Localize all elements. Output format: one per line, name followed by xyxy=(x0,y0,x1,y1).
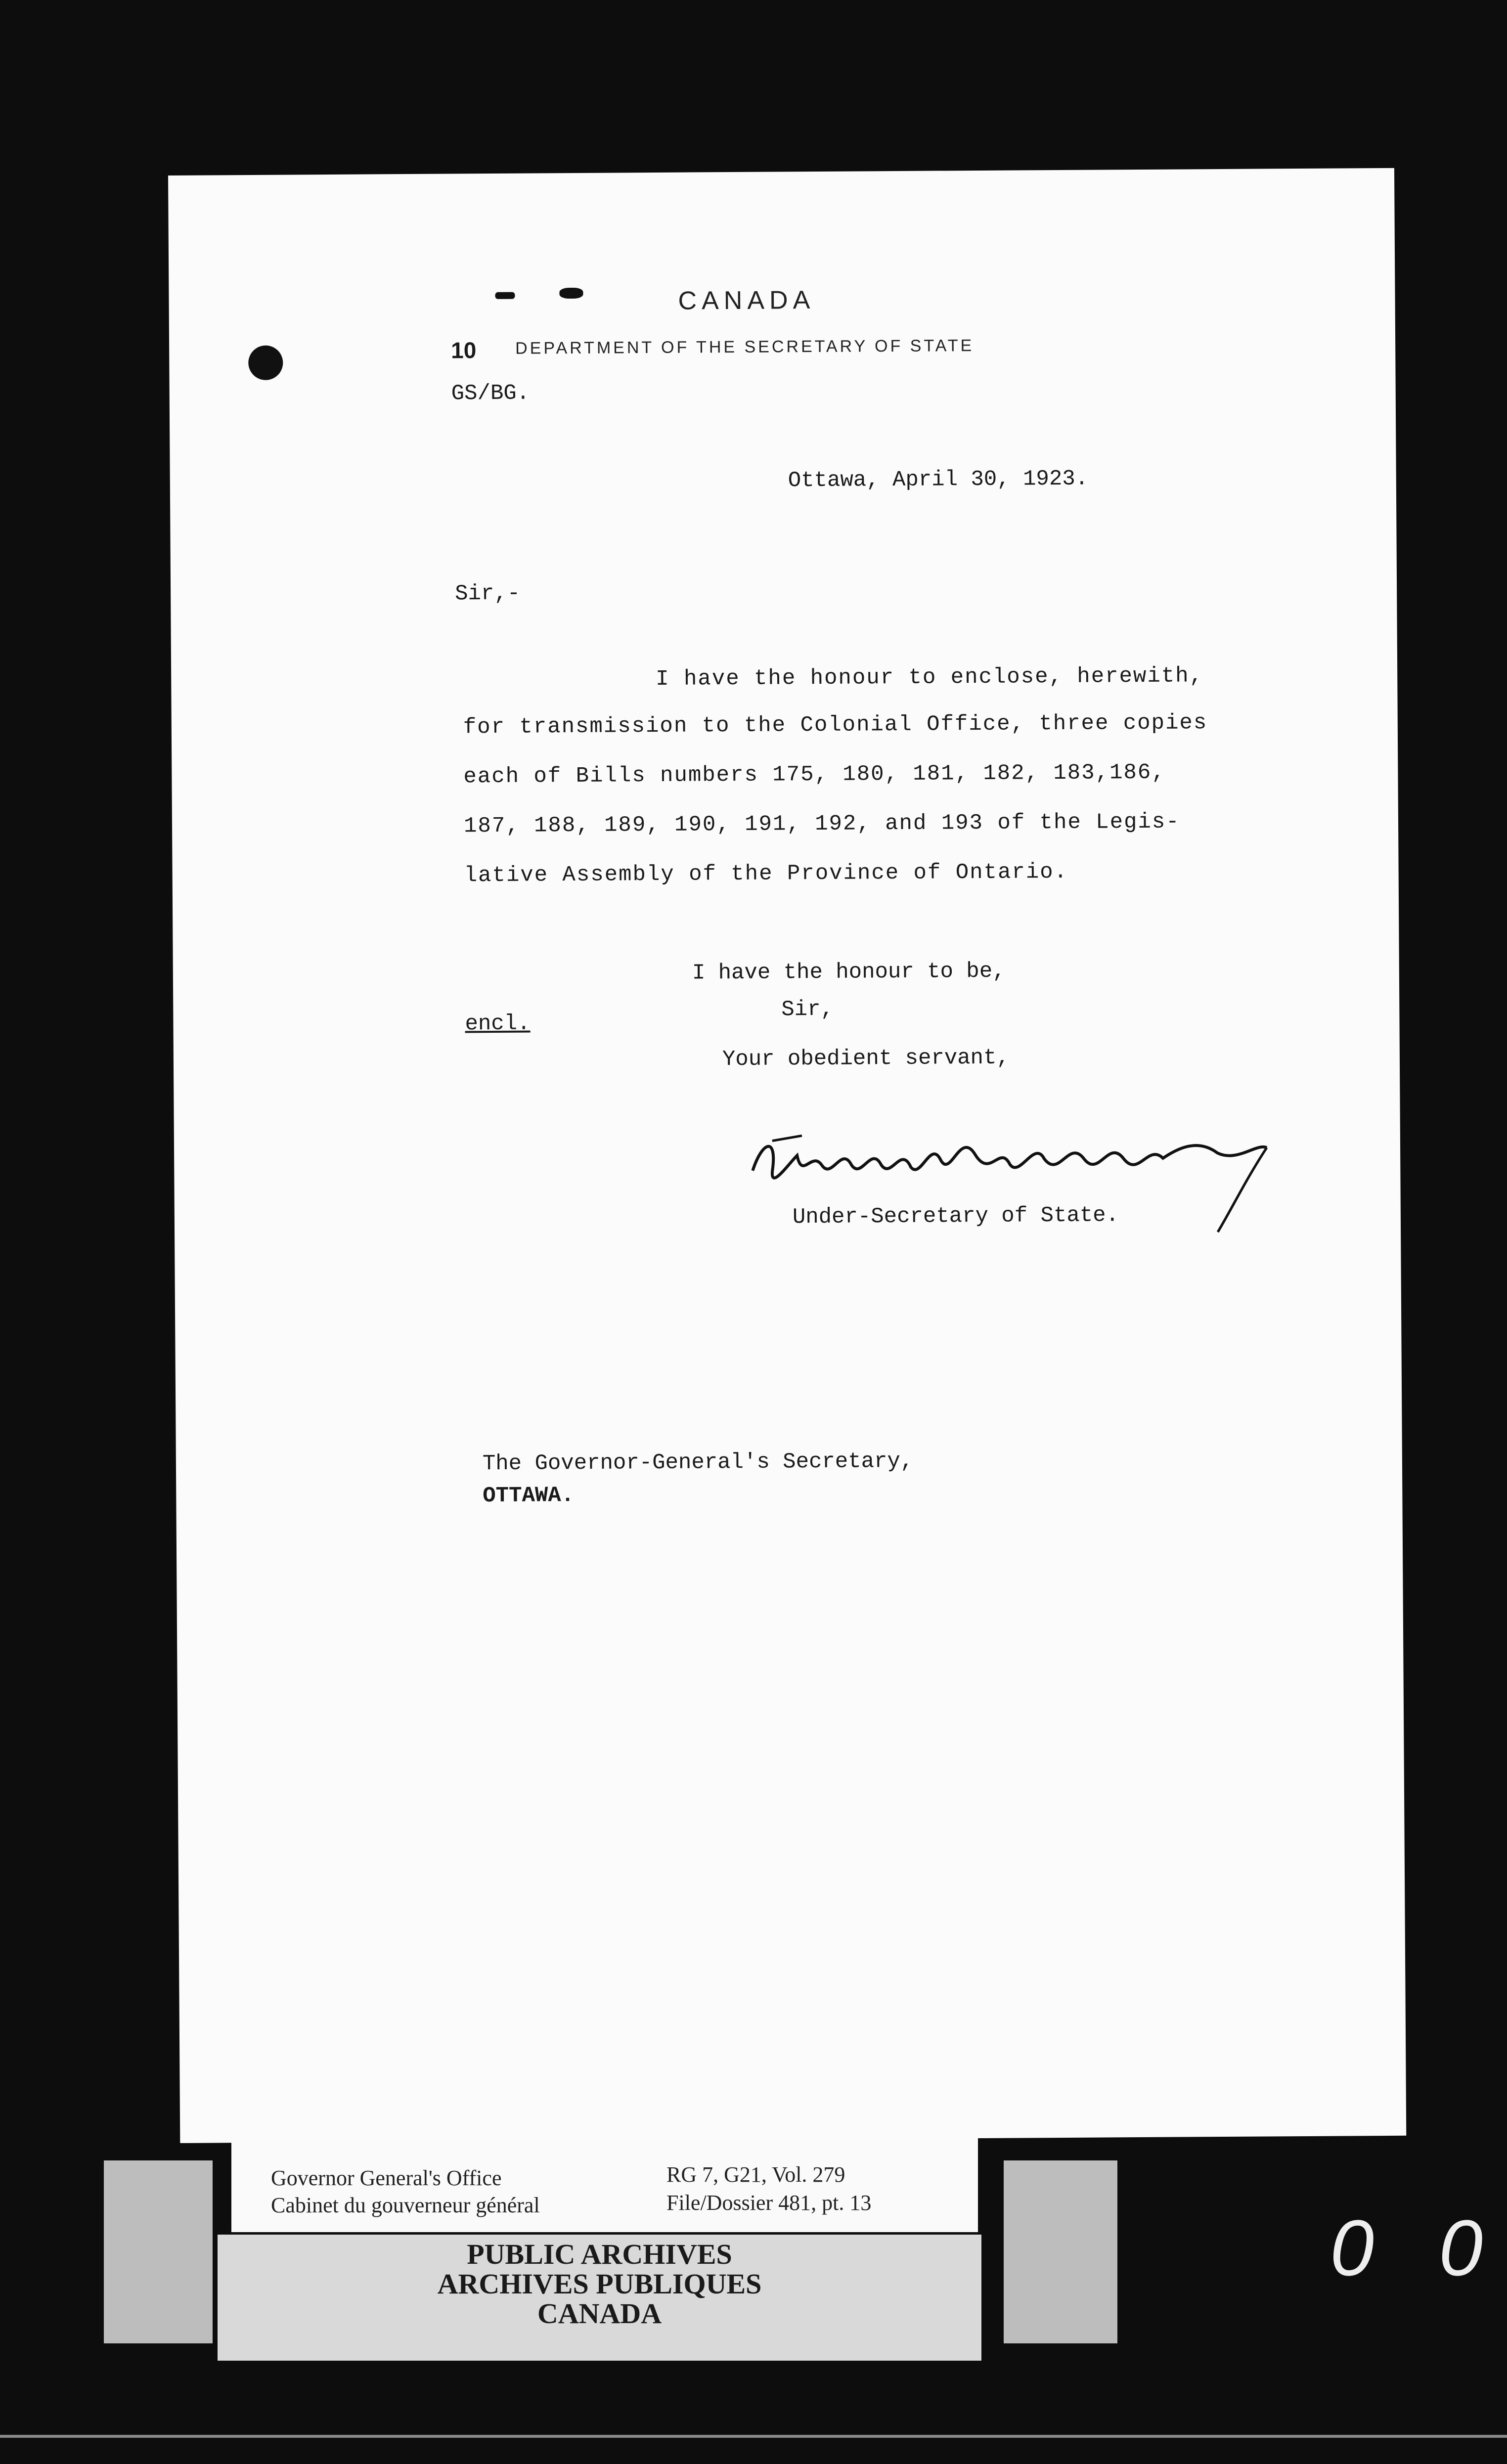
label-reference: RG 7, G21, Vol. 279 xyxy=(666,2162,845,2187)
frame-number-2: 0 xyxy=(1439,2203,1483,2292)
public-archives-stamp xyxy=(218,2235,981,2361)
addressee-city: OTTAWA. xyxy=(483,1483,575,1509)
body-line-2: for transmission to the Colonial Office, three copies xyxy=(463,710,1208,740)
enclosure-note: encl. xyxy=(465,1011,531,1037)
frame-number-1: 0 xyxy=(1330,2203,1374,2292)
archives-en: PUBLIC ARCHIVES xyxy=(467,2238,732,2270)
film-strip-left xyxy=(104,2160,213,2343)
archives-country: CANADA xyxy=(537,2297,662,2330)
label-office-en: Governor General's Office xyxy=(271,2166,502,2190)
closing-servant: Your obedient servant, xyxy=(722,1045,1010,1072)
body-line-3: each of Bills numbers 175, 180, 181, 182, 183,186, xyxy=(463,760,1166,790)
body-line-4: 187, 188, 189, 190, 191, 192, and 193 of the Legis- xyxy=(463,809,1180,839)
body-line-1: I have the honour to enclose, herewith, xyxy=(656,663,1204,692)
addressee-name: The Governor-General's Secretary, xyxy=(482,1449,914,1477)
document-number: 10 xyxy=(451,337,477,363)
archive-file-label xyxy=(231,2138,978,2232)
label-file: File/Dossier 481, pt. 13 xyxy=(666,2191,872,2215)
ink-blot xyxy=(248,346,283,380)
ink-dash xyxy=(559,288,583,299)
film-edge-line xyxy=(0,2435,1507,2438)
reference-initials: GS/BG. xyxy=(451,381,530,406)
body-line-5: lative Assembly of the Province of Ontario. xyxy=(464,859,1068,888)
closing-line: I have the honour to be, xyxy=(692,959,1006,986)
signature-title: Under-Secretary of State. xyxy=(792,1203,1119,1230)
letterhead-country: CANADA xyxy=(678,286,815,315)
ink-dash xyxy=(495,292,515,299)
archives-fr: ARCHIVES PUBLIQUES xyxy=(437,2268,762,2300)
letter-date: Ottawa, April 30, 1923. xyxy=(788,466,1089,493)
label-office-fr: Cabinet du gouverneur général xyxy=(271,2193,540,2217)
closing-sir: Sir, xyxy=(781,997,834,1022)
letter-page xyxy=(168,168,1406,2143)
film-strip-right xyxy=(1004,2160,1117,2343)
salutation: Sir,- xyxy=(455,581,521,607)
letterhead-department: DEPARTMENT OF THE SECRETARY OF STATE xyxy=(515,336,975,358)
